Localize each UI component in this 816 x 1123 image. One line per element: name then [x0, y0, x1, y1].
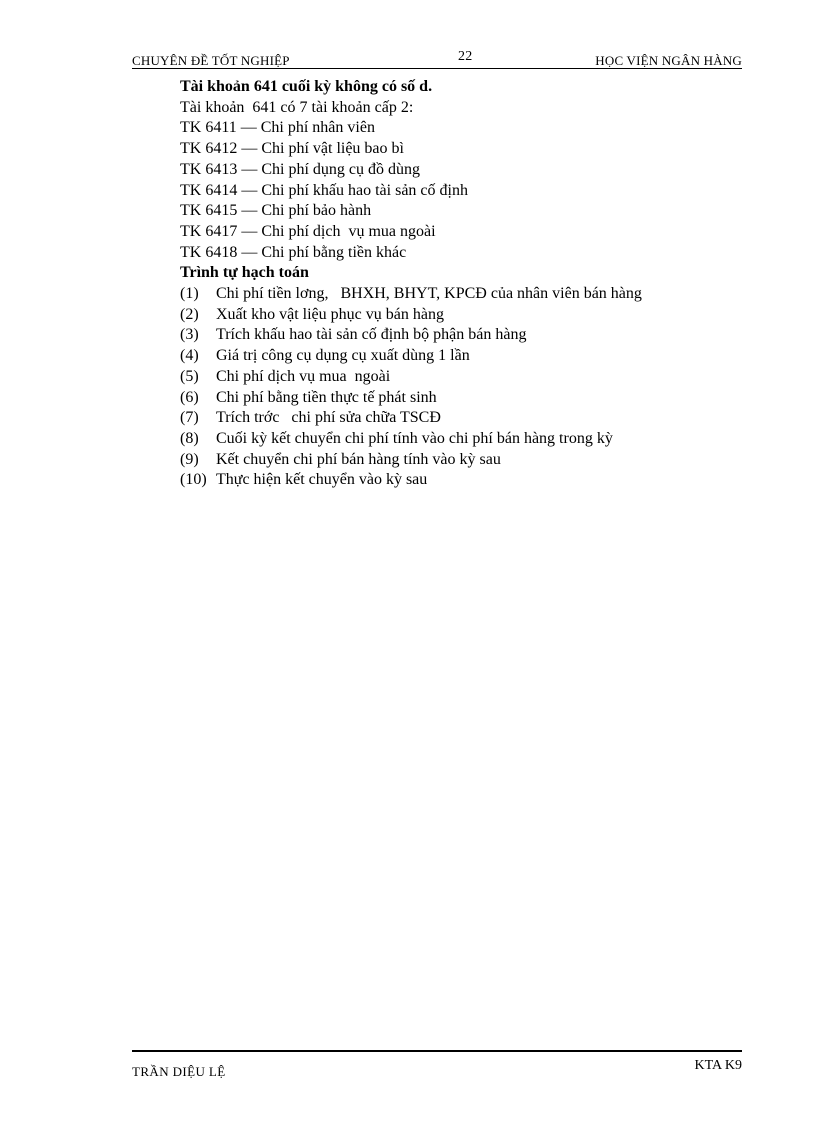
account-item: TK 6412 — Chi phí vật liệu bao bì — [180, 140, 404, 158]
header-title-left: CHUYÊN ĐỀ TỐT NGHIỆP — [132, 53, 290, 68]
footer-divider — [132, 1050, 742, 1052]
procedure-step — [180, 284, 760, 305]
account-item: TK 6417 — Chi phí dịch vụ mua ngoài — [180, 222, 436, 240]
account-item: TK 6418 — Chi phí bằng tiền khác — [180, 243, 407, 261]
step-text: Thực hiện kết chuyển vào kỳ sau — [216, 471, 428, 489]
step-text: Trích trớc chi phí sửa chữa TSCĐ — [216, 409, 441, 427]
step-text: Chi phí dịch vụ mua ngoài — [216, 367, 391, 385]
footer-class: KTA K9 — [694, 1058, 742, 1073]
step-text: Trích khấu hao tài sản cố định bộ phận bán hàng — [216, 326, 527, 344]
account-item: TK 6413 — Chi phí dụng cụ đồ dùng — [180, 160, 420, 178]
header-title-right: HỌC VIỆN NGÂN HÀNG — [595, 53, 742, 68]
account-item: TK 6415 — Chi phí bảo hành — [180, 202, 372, 220]
header-divider — [132, 68, 742, 69]
procedure-step — [180, 450, 760, 471]
step-text: Chi phí tiền lơng, BHXH, BHYT, KPCĐ của nhân viên bán hàng — [216, 285, 642, 303]
account-item: TK 6411 — Chi phí nhân viên — [180, 119, 375, 137]
step-number: (3) — [180, 326, 199, 344]
step-number: (2) — [180, 305, 199, 323]
step-number: (6) — [180, 388, 199, 406]
step-text: Cuối kỳ kết chuyển chi phí tính vào chi phí bán hàng trong kỳ — [216, 429, 613, 447]
step-number: (5) — [180, 367, 199, 385]
procedure-step — [180, 367, 760, 388]
section-heading-balance: Tài khoản 641 cuối kỳ không có số d. — [180, 78, 433, 95]
step-number: (9) — [180, 450, 199, 468]
procedure-step — [180, 470, 760, 491]
step-number: (1) — [180, 285, 199, 303]
step-text: Giá trị công cụ dụng cụ xuất dùng 1 lần — [216, 347, 470, 365]
procedure-step — [180, 346, 760, 367]
footer-author: TRẦN DIỆU LỆ — [132, 1064, 226, 1079]
section-heading-procedure: Trình tự hạch toán — [180, 264, 309, 282]
step-number: (8) — [180, 429, 199, 447]
step-number: (4) — [180, 347, 199, 365]
page-number: 22 — [458, 49, 473, 64]
step-text: Chi phí bằng tiền thực tế phát sinh — [216, 388, 437, 406]
procedure-list — [180, 284, 760, 491]
procedure-step — [180, 429, 760, 450]
procedure-step — [180, 388, 760, 409]
page-footer — [132, 1057, 742, 1079]
step-number: (7) — [180, 409, 199, 427]
step-text: Kết chuyển chi phí bán hàng tính vào kỳ sau — [216, 450, 501, 468]
step-text: Xuất kho vật liệu phục vụ bán hàng — [216, 305, 444, 323]
page-body — [180, 77, 760, 491]
intro-text: Tài khoản 641 có 7 tài khoản cấp 2: — [180, 98, 414, 116]
step-number: (10) — [180, 471, 207, 489]
procedure-step — [180, 305, 760, 326]
account-item: TK 6414 — Chi phí khấu hao tài sản cố định — [180, 181, 468, 199]
procedure-step — [180, 325, 760, 346]
procedure-step — [180, 408, 760, 429]
